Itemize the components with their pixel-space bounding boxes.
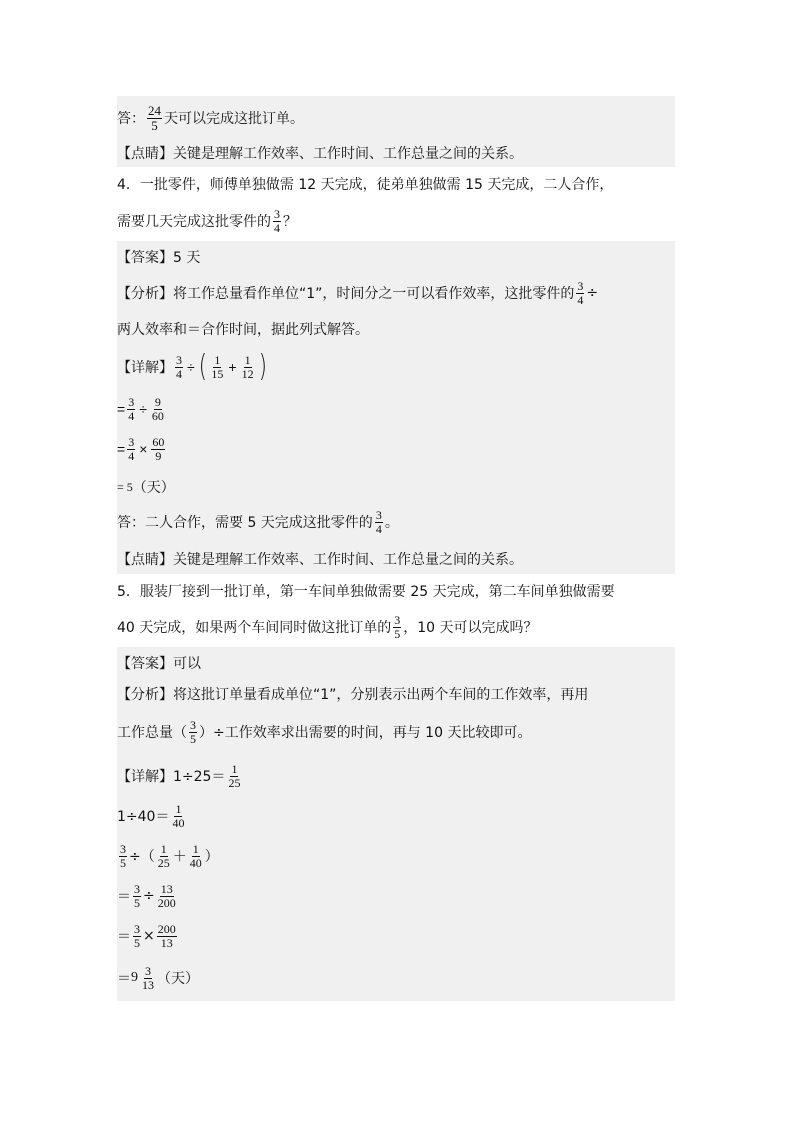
- q5-detail-step6: [117, 960, 675, 996]
- fraction: $\frac{3}{4}$: [176, 352, 182, 381]
- operator: +: [228, 359, 237, 375]
- answer-text: 5 天: [173, 250, 201, 266]
- q4-text-line2: [117, 203, 675, 239]
- equals-sign: ＝: [117, 971, 131, 987]
- q5-analysis-line2: [117, 713, 675, 751]
- q5-text-line1: [117, 579, 675, 603]
- q5-detail-step4: [117, 878, 675, 914]
- detail-label: 【详解】: [117, 360, 173, 376]
- fraction: $\frac{3}{13}$: [142, 963, 154, 992]
- q4-text-line1: [117, 172, 675, 196]
- operator: ）: [204, 849, 219, 865]
- fraction: $\frac{9}{60}$: [151, 394, 164, 423]
- q5-answer-line: [117, 652, 675, 674]
- q4-detail-step1: [117, 348, 675, 386]
- q4-final-answer: [117, 504, 675, 540]
- fraction: $\frac{200}{13}$: [157, 921, 176, 950]
- fraction: $\frac{3}{5}$: [134, 881, 140, 910]
- fraction: $\frac{3}{4}$: [128, 434, 135, 463]
- equals-sign: =: [117, 441, 126, 457]
- q4-analysis-line2: [117, 318, 675, 340]
- operator: ×: [139, 441, 148, 457]
- fraction: $\frac{1}{25}$: [157, 841, 170, 870]
- fraction: $\frac{3}{4}$: [577, 278, 584, 307]
- answer-text: 。: [384, 515, 399, 531]
- fraction: $\frac{1}{25}$: [228, 761, 241, 790]
- q4-detail-step4: [117, 476, 675, 498]
- question-text: 40 天完成，如果两个车间同时做这批订单的: [117, 620, 392, 636]
- answer-prefix: 答：: [117, 111, 145, 127]
- unit-text: （天）: [157, 971, 199, 987]
- right-paren: ): [258, 349, 267, 384]
- analysis-text: ÷: [586, 285, 599, 301]
- q5-analysis-line1: [117, 682, 675, 706]
- comment-label: 【点睛】: [117, 552, 173, 568]
- fraction: $\frac{3}{4}$: [274, 206, 280, 235]
- fraction: $\frac{1}{40}$: [189, 841, 202, 870]
- answer-text: 答：二人合作，需要 5 天完成这批零件的: [117, 515, 373, 531]
- equals-sign: =: [117, 401, 126, 417]
- fraction: $\frac{24}{5}$: [148, 102, 161, 133]
- detail-label: 【详解】: [117, 769, 173, 785]
- question-text: ？: [283, 214, 297, 230]
- q4-analysis-line1: [117, 275, 675, 311]
- fraction: $\frac{13}{200}$: [157, 881, 176, 910]
- operator: ÷: [139, 401, 147, 417]
- expression: 1÷25＝: [173, 769, 226, 785]
- operator: ÷: [143, 888, 155, 904]
- fraction: $\frac{1}{15}$: [211, 352, 224, 381]
- fraction: $\frac{1}{12}$: [241, 352, 254, 381]
- q5-detail-step3: [117, 838, 675, 874]
- q5-detail-step2: [117, 798, 675, 834]
- analysis-text: 将工作总量看作单位“1”，时间分之一可以看作效率，这批零件的: [173, 286, 575, 302]
- fraction: $\frac{3}{5}$: [120, 841, 126, 870]
- fraction: $\frac{3}{5}$: [134, 921, 140, 950]
- q5-text-line2: [117, 608, 675, 646]
- analysis-text: 两人效率和＝合作时间，据此列式解答。: [117, 322, 369, 338]
- comment-label: 【点睛】: [117, 146, 173, 162]
- q4-comment-line: [117, 548, 675, 570]
- answer-label: 【答案】: [117, 250, 173, 266]
- answer-label: 【答案】: [117, 656, 173, 672]
- question-text: 需要几天完成这批零件的: [117, 214, 271, 230]
- analysis-text: 将这批订单量看成单位“1”，分别表示出两个车间的工作效率，再用: [173, 687, 589, 703]
- answer-text: 天可以完成这批订单。: [164, 111, 304, 127]
- mixed-number-integer: 9: [131, 970, 138, 985]
- operator: ÷（: [129, 849, 155, 865]
- analysis-text: ）÷工作效率求出需要的时间，再与 10 天比较即可。: [199, 725, 532, 741]
- q5-detail-step1: [117, 758, 675, 794]
- fraction: $\frac{3}{5}$: [190, 717, 196, 746]
- comment-text: 关键是理解工作效率、工作时间、工作总量之间的关系。: [173, 552, 523, 568]
- result-value: = 5: [117, 479, 133, 494]
- fraction: $\frac{1}{40}$: [172, 801, 185, 830]
- fraction: $\frac{3}{4}$: [128, 394, 135, 423]
- analysis-text: 工作总量（: [117, 725, 187, 741]
- answer-text: 可以: [173, 656, 201, 672]
- q4-detail-step3: [117, 432, 675, 466]
- unit-text: （天）: [132, 480, 175, 496]
- operator: ×: [143, 928, 155, 944]
- fraction: $\frac{3}{5}$: [394, 612, 401, 641]
- prev-answer-line: [117, 100, 675, 136]
- comment-text: 关键是理解工作效率、工作时间、工作总量之间的关系。: [173, 146, 523, 162]
- question-text: ，10 天可以完成吗？: [403, 620, 538, 636]
- prev-comment-line: [117, 142, 675, 164]
- q5-detail-step5: [117, 918, 675, 954]
- question-text: 4．一批零件，师傅单独做需 12 天完成，徒弟单独做需 15 天完成，二人合作，: [117, 177, 614, 193]
- analysis-label: 【分析】: [117, 687, 173, 703]
- left-paren: (: [198, 349, 207, 384]
- fraction: $\frac{60}{9}$: [152, 434, 165, 463]
- expression: 1÷40＝: [117, 809, 170, 825]
- operator: ＋: [172, 849, 187, 865]
- equals-sign: ＝: [117, 929, 131, 945]
- fraction: $\frac{3}{4}$: [375, 507, 382, 536]
- operator: ÷: [187, 359, 195, 375]
- question-text: 5．服装厂接到一批订单，第一车间单独做需要 25 天完成，第二车间单独做需要: [117, 584, 615, 600]
- analysis-label: 【分析】: [117, 286, 173, 302]
- equals-sign: ＝: [117, 889, 131, 905]
- q4-answer-line: [117, 246, 675, 268]
- q4-detail-step2: [117, 392, 675, 426]
